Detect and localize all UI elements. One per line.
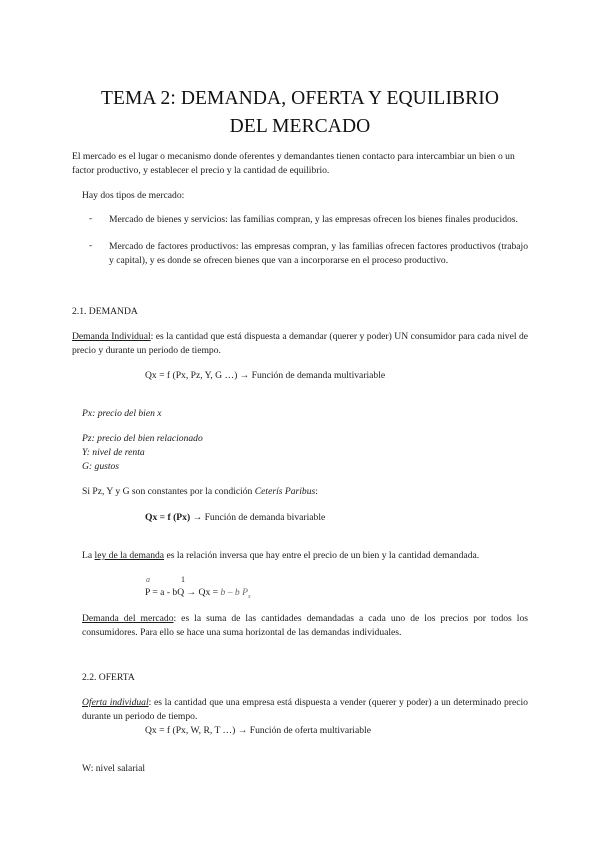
section-heading-oferta: 2.2. OFERTA	[82, 672, 135, 683]
ceteris-pre: Si Pz, Y y G son constantes por la condición	[82, 486, 255, 497]
equation-main: P = a - bQ → Qx =	[145, 587, 221, 598]
formula-demanda-bivariable	[145, 511, 325, 525]
title-line-1: TEMA 2: DEMANDA, OFERTA Y EQUILIBRIO	[100, 88, 500, 109]
bullet-goods-market: Mercado de bienes y servicios: las familias compran, y las empresas ofrecen los bienes finales producidos.	[109, 214, 518, 225]
ley-post: es la relación inversa que hay entre el precio de un bien y la cantidad demandada.	[164, 550, 480, 561]
bullet-factor-market: Mercado de factores productivos: las empresas compran, y las familias ofrecen factores productivos (trabajo y capital), y es donde se ofrecen bienes que van a incorporarse en el proceso productivo.	[109, 241, 528, 266]
ley-de-la-demanda	[82, 549, 479, 563]
equation-superscript-1: 1	[181, 575, 185, 584]
formula-bivariable-bold: Qx = f (Px)	[145, 512, 191, 523]
term-demanda-individual: Demanda Individual	[72, 331, 151, 342]
ceteris-post: :	[315, 486, 318, 497]
demanda-mercado-text: : es la suma de las cantidades demandadas a cada uno de los precios por todos los consumidores. Para ello se hace una suma horizontal de las demandas individuales.	[82, 613, 528, 638]
equation-tail-subscript: x	[247, 593, 251, 600]
term-demanda-del-mercado: Demanda del mercado	[82, 613, 174, 624]
demanda-individual-text: : es la cantidad que está dispuesta a demandar (querer y poder) UN consumidor para cada nivel de precio y durante un periodo de tiempo.	[72, 331, 529, 356]
var-g: G: gustos	[82, 461, 120, 472]
formula-bivariable-rest: → Función de demanda bivariable	[190, 512, 326, 523]
term-ley-de-la-demanda: ley de la demanda	[94, 550, 165, 561]
term-ceteris-paribus: Ceterís Paribus	[254, 486, 316, 497]
intro-paragraph: El mercado es el lugar o mecanismo donde oferentes y demandantes tienen contacto para intercambiar un bien o un factor productivo, y establecer el precio y la cantidad de equilibrio.	[72, 151, 515, 176]
var-y: Y: nivel de renta	[82, 447, 145, 458]
ceteris-paribus-line	[82, 485, 318, 499]
formula-oferta-multivariable: Qx = f (Px, W, R, T …) → Función de oferta multivariable	[145, 725, 371, 736]
demanda-mercado-definition	[82, 612, 528, 640]
var-pz: Pz: precio del bien relacionado	[82, 433, 203, 444]
oferta-individual-text: : es la cantidad que una empresa está dispuesta a vender (querer y poder) a un determinado precio durante un periodo de tiempo.	[82, 697, 528, 722]
inverse-demand-equation	[145, 586, 251, 604]
market-types-intro: Hay dos tipos de mercado:	[82, 190, 185, 201]
demanda-individual-definition	[72, 330, 528, 358]
ley-pre: La	[82, 550, 95, 561]
var-px: Px: precio del bien x	[82, 408, 162, 419]
formula-demanda-multivariable: Qx = f (Px, Pz, Y, G …) → Función de demanda multivariable	[145, 370, 386, 381]
section-heading-demanda: 2.1. DEMANDA	[72, 306, 138, 317]
equation-superscript-a: a	[146, 575, 150, 584]
title-line-2: DEL MERCADO	[229, 116, 371, 137]
equation-tail: b – b P	[220, 587, 248, 598]
oferta-individual-definition	[82, 696, 528, 724]
term-oferta-individual: Oferta individual	[82, 697, 149, 708]
var-w: W: nivel salarial	[82, 763, 146, 774]
bullet-dash: -	[89, 213, 93, 224]
bullet-dash: -	[89, 240, 93, 251]
